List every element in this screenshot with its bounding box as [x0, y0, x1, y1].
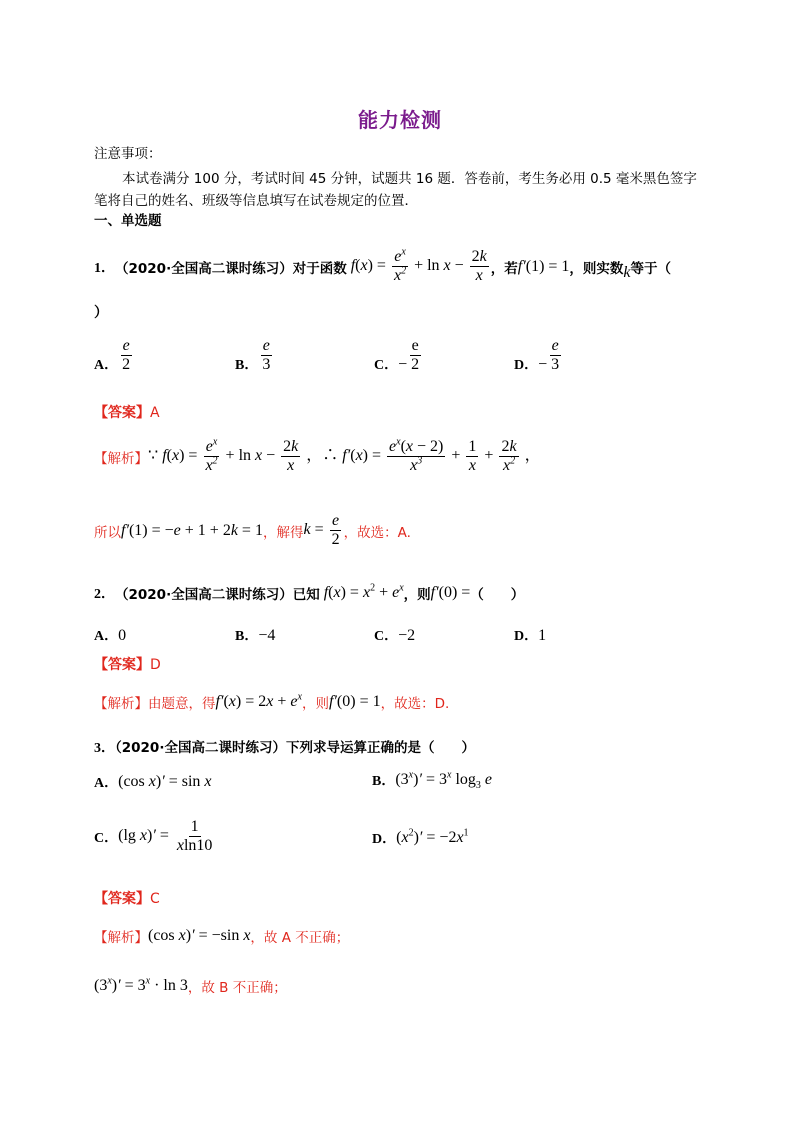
page-title: 能力检测: [358, 108, 442, 132]
option-d[interactable]: D．1: [514, 627, 547, 644]
option-c[interactable]: C． (lg x)′ = $\frac{1}{xln10}$: [94, 818, 213, 854]
section-heading: 一、单选题: [94, 213, 162, 229]
question-prefix: 对于函数: [292, 260, 347, 277]
answer-q1: 【答案】A: [94, 405, 160, 421]
question-2: 2． （2020·全国高二课时练习） 已知 $f(x) = x^2 + e^x$ ，则 f′(0) = （ ）: [94, 582, 525, 603]
analysis-q1: 【解析】 ∵ f(x) = $\frac{e^x}{x^2}$ + ln x − $\frac{2k}{x}$ ，∴ f′(x) = $\frac{e^x(x - 2)}{x^3}$ + $\frac{1}{x}$ + $\frac{2k}{x^2}$ ，: [94, 436, 541, 474]
notice-line-1: 本试卷满分 100 分，考试时间 45 分钟，试题共 16 题．答卷前，考生务必用 0.5 毫米黑色签字: [122, 171, 697, 187]
answer-q3: 【答案】C: [94, 891, 160, 907]
analysis-q2: 【解析】 由题意，得 $f'(x) = 2x + e^x$ ，则 f′(0) = 1 ，故选：D.: [94, 691, 450, 712]
question-close: ）: [94, 305, 108, 321]
question-source: （2020·全国高二课时练习）: [115, 260, 293, 277]
option-d[interactable]: D． $(x^2)' = -2x^1$: [372, 827, 469, 847]
option-c[interactable]: C．−2: [374, 627, 416, 644]
question-3: 3．（2020·全国高二课时练习）下列求导运算正确的是（ ）: [94, 740, 475, 756]
notice-heading: 注意事项：: [94, 146, 162, 162]
question-mid: ，若: [490, 260, 518, 277]
analysis-formula-1: ∵ f(x) = $\frac{e^x}{x^2}$ + ln x − $\frac{2k}{x}$ ，∴ f′(x) = $\frac{e^x(x - 2)}{x^3}$ + $\frac{1}{x}$ + $\frac{2k}{x^2}$ ，: [148, 436, 541, 474]
option-b[interactable]: B． $\frac{e}{3}$: [235, 337, 271, 373]
option-a[interactable]: A．0: [94, 627, 127, 644]
option-a[interactable]: A． $\frac{e}{2}$: [94, 337, 131, 373]
variable-k: k: [623, 263, 631, 281]
option-a[interactable]: A． (cos x)′ = sin x: [94, 773, 212, 791]
analysis-q3-line1: 【解析】 (cos x)′ = −sin x ，故 A 不正确；: [94, 927, 350, 946]
option-b[interactable]: B．−4: [235, 627, 276, 644]
option-b[interactable]: B． $(3^x)' = 3^x$ $\log_3 e$: [372, 769, 492, 792]
notice-line-2: 笔将自己的姓名、班级等信息填写在试卷规定的位置．: [94, 193, 418, 209]
options-q1: [94, 332, 654, 376]
analysis-q1-line2: 所以 f′(1) = −e + 1 + 2k = 1 ，解得 k = $\frac{e}{2}$ ，故选：A.: [94, 512, 411, 548]
question-suffix: ，则实数: [569, 260, 624, 277]
analysis-q3-line2: $(3^x)' = 3^x \cdot \ln 3$ ，故 B 不正确；: [94, 975, 287, 996]
question-end: 等于（: [630, 260, 672, 277]
formula-f: f(x) = $\frac{e^x}{x^2}$ + ln x − $\frac{2k}{x}$: [346, 246, 487, 284]
question-number: 1．: [94, 260, 115, 276]
question-1: [94, 248, 671, 285]
answer-q2: 【答案】D: [94, 657, 161, 673]
formula-condition: f′(1) = 1: [517, 257, 570, 275]
option-d[interactable]: D． − $\frac{e}{3}$: [514, 337, 560, 373]
option-c[interactable]: C． − $\frac{e}{2}$: [374, 337, 420, 373]
options-q2: [94, 625, 654, 649]
